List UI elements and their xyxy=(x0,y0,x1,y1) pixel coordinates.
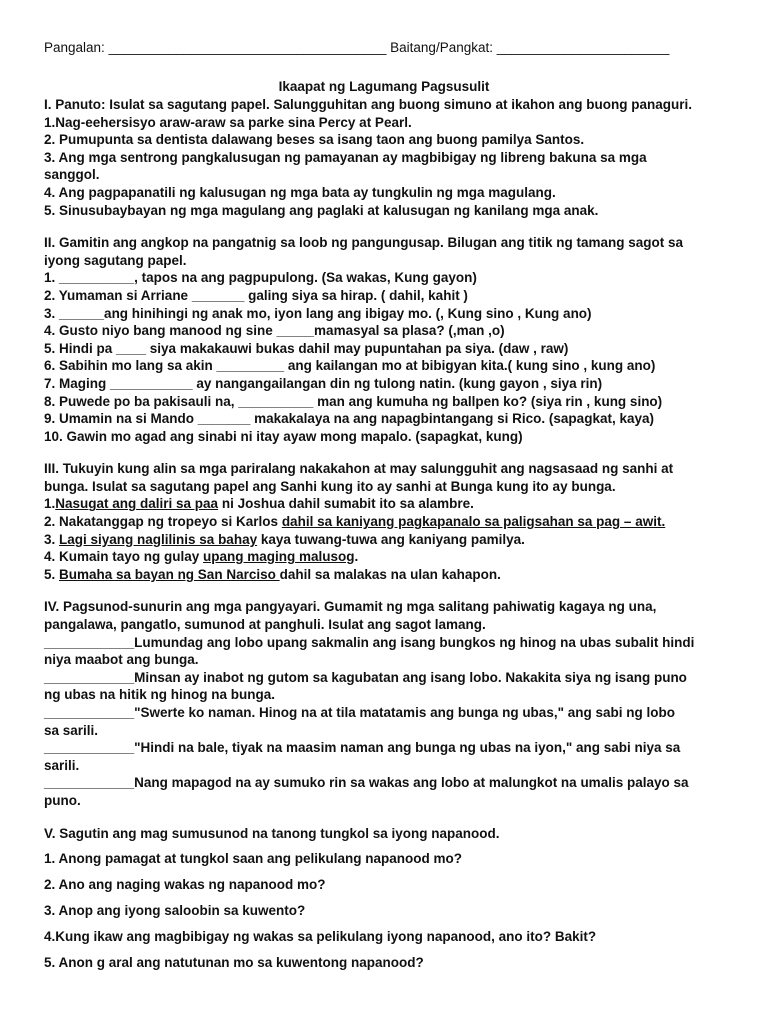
item-text: ni Joshua dahil sumabit ito sa alambre. xyxy=(218,496,474,512)
section-1-item: sanggol. xyxy=(44,167,100,183)
exam-title: Ikaapat ng Lagumang Pagsusulit xyxy=(278,79,490,94)
section-5-question: 2. Ano ang naging wakas ng napanood mo? xyxy=(44,877,326,893)
item-text: 4. Kumain tayo ng gulay xyxy=(44,549,204,565)
item-text: kaya tuwang-tuwa ang kaniyang pamilya. xyxy=(257,531,525,547)
section-5-question: 4.Kung ikaw ang magbibigay ng wakas sa pelikulang iyong napanood, ano ito? Bakit? xyxy=(44,929,597,945)
section-2-item: 2. Yumaman si Arriane _______ galing siya sa hirap. ( dahil, kahit ) xyxy=(44,287,468,303)
section-1-item: 3. Ang mga sentrong pangkalusugan ng pamayanan ay magbibigay ng libreng bakuna sa mga xyxy=(44,149,647,165)
section-3-item xyxy=(44,531,728,549)
name-label: Pangalan: xyxy=(44,40,105,55)
section-3-instruction: bunga. Isulat sa sagutang papel ang Sanhi kung ito ay sanhi at Bunga kung ito ay bunga. xyxy=(44,478,616,494)
item-text: 2. Nakatanggap ng tropeyo si Karlos xyxy=(44,514,282,530)
item-text: . xyxy=(354,549,359,565)
section-3-item xyxy=(44,513,728,531)
section-2-item: 10. Gawin mo agad ang sinabi ni itay ayaw mong mapalo. (sapagkat, kung) xyxy=(44,428,523,444)
section-3-item xyxy=(44,548,728,566)
section-5-question: 5. Anon g aral ang natutunan mo sa kuwentong napanood? xyxy=(44,955,424,971)
section-2-instruction: II. Gamitin ang angkop na pangatnig sa loob ng pangungusap. Bilugan ang titik ng tamang sagot sa xyxy=(44,235,684,251)
section-4-line: ____________"Hindi na bale, tiyak na maasim naman ang bunga ng ubas na iyon," ang sabi niya sa xyxy=(44,740,681,756)
section-2-item: 3. ______ang hinihingi ng anak mo, iyon lang ang ibigay mo. (, Kung sino , Kung ano) xyxy=(44,305,592,321)
item-text: dahil sa malakas na ulan kahapon. xyxy=(279,566,501,582)
section-2-item: 8. Puwede po ba pakisauli na, __________ man ang kumuha ng ballpen ko? (siya rin , kung sino) xyxy=(44,393,663,409)
underlined-phrase: Bumaha sa bayan ng San Narciso xyxy=(59,566,280,582)
section-spacer xyxy=(44,810,728,825)
section-1-item: 4. Ang pagpapanatili ng kalusugan ng mga bata ay tungkulin ng mga magulang. xyxy=(44,184,556,200)
section-4-line: ____________Lumundag ang lobo upang sakmalin ang isang bungkos ng hinog na ubas subalit hindi xyxy=(44,634,695,650)
section-4-instruction: IV. Pagsunod-sunurin ang mga pangyayari. Gumamit ng mga salitang pahiwatig kagaya ng una, xyxy=(44,599,657,615)
grade-label: Baitang/Pangkat: xyxy=(390,40,493,55)
section-2-item: 6. Sabihin mo lang sa akin _________ ang kailangan mo at bibigyan kita.( kung sino , kung ano) xyxy=(44,358,656,374)
section-4-line: sarili. xyxy=(44,757,80,773)
item-text: 3. xyxy=(44,531,60,547)
section-spacer xyxy=(44,445,728,460)
section-1-instruction: I. Panuto: Isulat sa sagutang papel. Salungguhitan ang buong simuno at ikahon ang buong panaguri. xyxy=(44,97,693,112)
section-1-item: 5. Sinusubaybayan ng mga magulang ang paglaki at kalusugan ng kanilang mga anak. xyxy=(44,202,599,218)
section-4-line: niya maabot ang bunga. xyxy=(44,652,199,668)
section-4-line: ng ubas na hitik ng hinog na bunga. xyxy=(44,687,275,703)
underlined-phrase: upang maging malusog xyxy=(203,549,355,565)
section-4-line: ____________"Swerte ko naman. Hinog na at tila matatamis ang bunga ng ubas," ang sabi ng lobo xyxy=(44,705,675,720)
section-3 xyxy=(44,460,728,583)
section-4-line: ____________Nang mapagod na ay sumuko rin sa wakas ang lobo at malungkot na umalis palayo sa xyxy=(44,775,689,791)
grade-blank: _______________________ xyxy=(496,40,670,55)
section-1-item: 1.Nag-eehersisyo araw-araw sa parke sina Percy at Pearl. xyxy=(44,114,412,130)
section-4-line: puno. xyxy=(44,792,81,808)
section-3-item xyxy=(44,495,728,513)
section-4 xyxy=(44,598,728,809)
section-5-question: 1. Anong pamagat at tungkol saan ang pelikulang napanood mo? xyxy=(44,851,463,867)
name-blank: _____________________________________ xyxy=(108,40,387,55)
section-5-instruction: V. Sagutin ang mag sumusunod na tanong tungkol sa iyong napanood. xyxy=(44,825,500,841)
section-2-item: 7. Maging ___________ ay nangangailangan din ng tulong natin. (kung gayon , siya rin) xyxy=(44,375,603,391)
section-4-line: ____________Minsan ay inabot ng gutom sa kagubatan ang isang lobo. Nakakita siya ng isang puno xyxy=(44,669,687,685)
underlined-phrase: Lagi siyang naglilinis sa bahay xyxy=(59,531,258,547)
section-4-instruction: pangalawa, pangatlo, sumunod at panghuli. Isulat ang sagot lamang. xyxy=(44,617,486,633)
section-2-item: 1. __________, tapos na ang pagpupulong. (Sa wakas, Kung gayon) xyxy=(44,270,477,286)
section-4-line: sa sarili. xyxy=(44,722,99,738)
item-text: 5. xyxy=(44,566,60,582)
section-spacer xyxy=(44,219,728,234)
section-2-item: 4. Gusto niyo bang manood ng sine _____mamasyal sa plasa? (,man ,o) xyxy=(44,323,505,339)
underlined-phrase: Nasugat ang daliri sa paa xyxy=(55,496,219,512)
section-2-item: 5. Hindi pa ____ siya makakauwi bukas dahil may pupuntahan pa siya. (daw , raw) xyxy=(44,340,569,356)
section-3-instruction: III. Tukuyin kung alin sa mga pariralang nakakahon at may salungguhit ang nagsasaad ng sanhi at xyxy=(44,461,674,477)
section-5-question: 3. Anop ang iyong saloobin sa kuwento? xyxy=(44,903,306,919)
section-2-instruction: iyong sagutang papel. xyxy=(44,252,187,268)
section-2-item: 9. Umamin na si Mando _______ makakalaya na ang napagbintangang si Rico. (sapagkat, kaya) xyxy=(44,411,654,427)
student-info-header xyxy=(44,40,734,55)
section-2 xyxy=(44,234,728,445)
section-3-item xyxy=(44,566,728,584)
section-1-item: 2. Pumupunta sa dentista dalawang beses sa isang taon ang buong pamilya Santos. xyxy=(44,132,585,148)
section-5 xyxy=(44,825,728,972)
item-text: 1. xyxy=(44,496,56,512)
section-spacer xyxy=(44,583,728,598)
underlined-phrase: dahil sa kaniyang pagkapanalo sa paligsahan sa pag – awit. xyxy=(281,514,666,530)
section-1 xyxy=(44,96,728,219)
exam-content xyxy=(44,96,728,980)
